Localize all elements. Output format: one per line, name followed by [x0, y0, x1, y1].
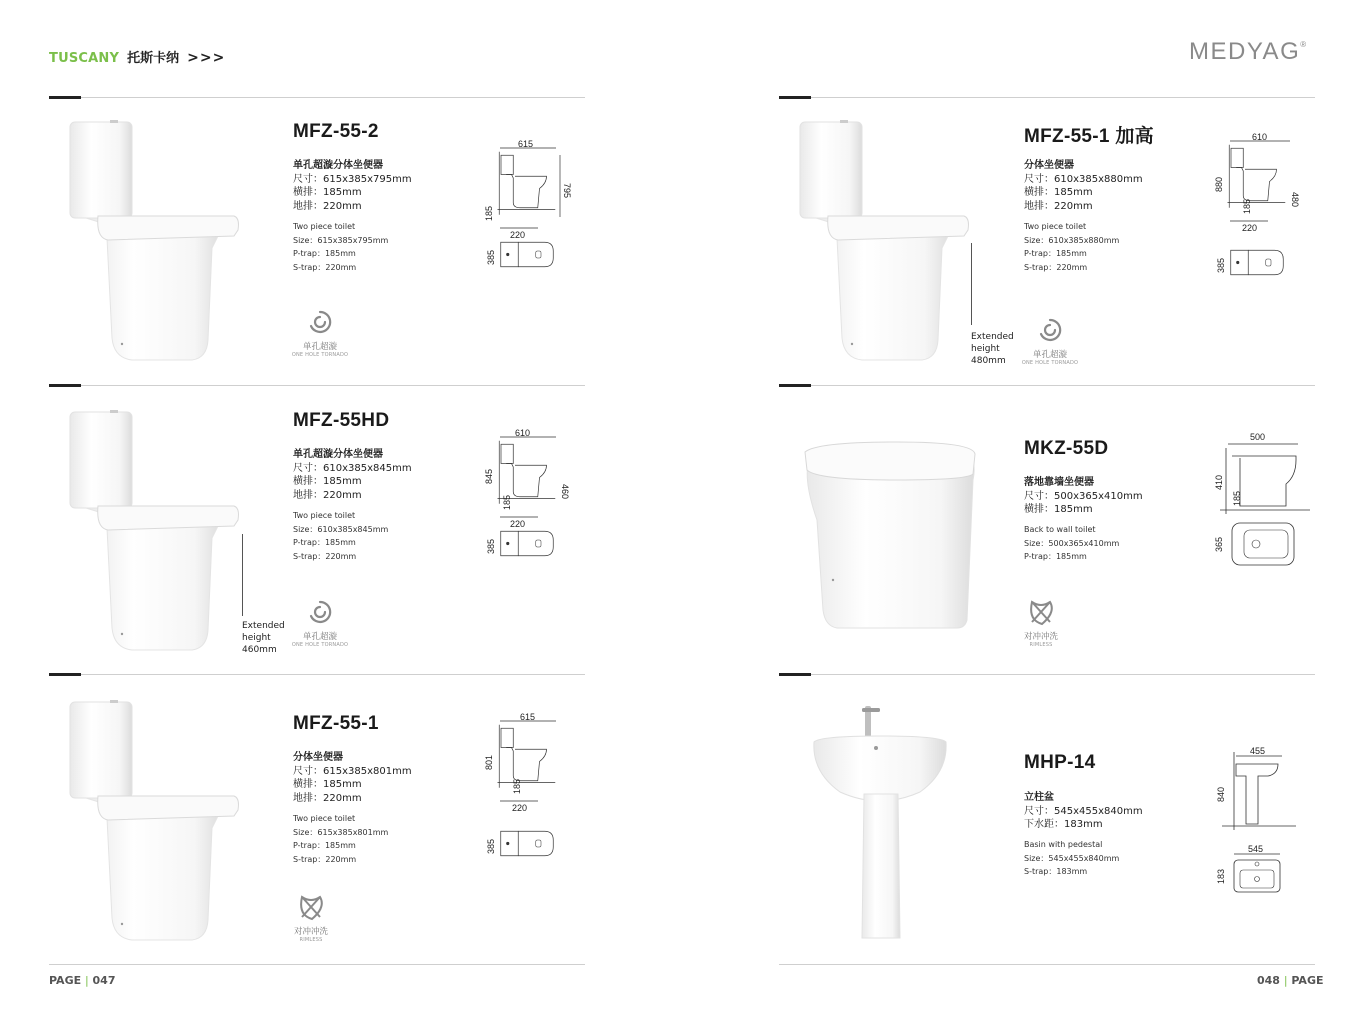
spec-en-ptrap: P-trap：185mm: [293, 249, 356, 258]
spec-cn-size: 尺寸：500x365x410mm: [1024, 490, 1143, 502]
product-photo-toilet: [62, 118, 242, 363]
svg-text:385: 385: [1216, 257, 1226, 273]
svg-text:365: 365: [1214, 536, 1224, 552]
series-name: TUSCANY: [49, 51, 120, 66]
spec-cn-type: 单孔超漩分体坐便器: [293, 449, 383, 460]
product-photo-toilet: [62, 698, 242, 943]
spec-en-strap: S-trap：220mm: [293, 551, 357, 561]
extended-label-value: 480mm: [971, 356, 1006, 366]
spec-cn-type: 落地靠墙坐便器: [1024, 477, 1094, 488]
extended-label-line: height: [242, 633, 271, 643]
svg-text:460: 460: [560, 484, 570, 500]
product-photo-toilet: [792, 440, 982, 630]
spec-en-size: Size：545x455x840mm: [1024, 853, 1120, 863]
spec-cn: [1024, 159, 1143, 213]
feature-badge-rimless: [285, 893, 337, 943]
spec-en-strap: S-trap：220mm: [293, 262, 357, 272]
badge-label-cn: 单孔超漩: [302, 632, 337, 642]
spec-en-ptrap: P-trap：185mm: [1024, 249, 1087, 258]
tornado-icon: [1036, 316, 1064, 344]
brand-logo-text: MEDYAG: [1189, 38, 1301, 65]
page-num: 047: [92, 974, 116, 987]
spec-en: [1024, 523, 1119, 564]
spec-cn-ptrap: 横排：185mm: [293, 476, 362, 487]
spec-en-ptrap: P-trap：185mm: [1024, 552, 1087, 561]
spec-cn-size: 尺寸：615x385x801mm: [293, 765, 412, 777]
spec-cn-type: 分体坐便器: [293, 752, 343, 763]
spec-en-type: Basin with pedestal: [1024, 840, 1103, 849]
divider: [779, 964, 1315, 965]
tornado-icon: [306, 308, 334, 336]
spec-cn: [293, 448, 412, 502]
svg-text:500: 500: [1250, 432, 1266, 442]
spec-cn-size: 尺寸：615x385x795mm: [293, 173, 412, 185]
divider: [49, 964, 585, 965]
technical-drawing: [480, 137, 580, 282]
badge-label-en: ONE HOLE TORNADO: [291, 642, 349, 648]
spec-cn-size: 尺寸：610x385x880mm: [1024, 173, 1143, 185]
extended-label-line: Extended: [971, 332, 1014, 342]
svg-text:220: 220: [1242, 223, 1258, 233]
badge-label-cn: 对冲冲洗: [293, 927, 328, 937]
product-model: MFZ-55-1 加高: [1024, 126, 1154, 147]
svg-text:880: 880: [1214, 176, 1224, 192]
svg-text:220: 220: [512, 803, 528, 813]
page-num: 048: [1257, 974, 1280, 987]
badge-label-cn: 单孔超漩: [1032, 350, 1067, 360]
spec-en-size: Size：610x385x845mm: [293, 524, 389, 534]
product-photo-basin: [810, 702, 950, 942]
technical-drawing: [1210, 428, 1320, 578]
page-separator: |: [1283, 974, 1288, 987]
spec-en: [293, 220, 388, 274]
spec-en-type: Two piece toilet: [1024, 222, 1087, 231]
series-name-cn: 托斯卡纳: [127, 51, 180, 66]
product-model: MFZ-55HD: [293, 410, 390, 431]
badge-label-en: RIMLESS: [1029, 642, 1053, 648]
extended-height-line: [971, 243, 972, 325]
svg-text:385: 385: [486, 538, 496, 554]
spec-cn-type: 单孔超漩分体坐便器: [293, 160, 383, 171]
spec-cn-drain: 下水距：183mm: [1024, 819, 1103, 830]
spec-cn-strap: 地排：220mm: [293, 792, 362, 804]
technical-drawing: [1212, 742, 1312, 897]
badge-label-en: RIMLESS: [299, 937, 323, 943]
svg-text:801: 801: [484, 754, 494, 770]
svg-text:610: 610: [1252, 132, 1268, 142]
spec-en-size: Size：500x365x410mm: [1024, 538, 1120, 548]
spec-en-ptrap: P-trap：185mm: [293, 538, 356, 547]
product-model: MHP-14: [1024, 752, 1096, 773]
extended-height-label: [242, 620, 285, 656]
divider: [49, 97, 585, 98]
svg-text:410: 410: [1214, 474, 1224, 490]
spec-en: [293, 509, 388, 563]
spec-cn: [293, 159, 412, 213]
spec-en-strap: S-trap：220mm: [293, 854, 357, 864]
spec-en-ptrap: P-trap：185mm: [293, 841, 356, 850]
series-arrows: >>>: [187, 50, 226, 66]
technical-drawing: [480, 710, 580, 870]
divider: [779, 385, 1315, 386]
extended-label-line: Extended: [242, 621, 285, 631]
feature-badge-rimless: [1015, 598, 1067, 648]
svg-text:455: 455: [1250, 746, 1266, 756]
spec-cn: [1024, 476, 1143, 517]
registered-mark: ®: [1300, 40, 1308, 49]
technical-drawing: [480, 426, 580, 571]
product-photo-toilet: [62, 408, 242, 653]
svg-text:615: 615: [518, 139, 534, 149]
rimless-icon: [296, 893, 326, 921]
spec-cn-ptrap: 横排：185mm: [293, 187, 362, 198]
product-model: MFZ-55-1: [293, 713, 379, 734]
svg-text:183: 183: [1216, 868, 1226, 884]
page-label: PAGE: [49, 974, 82, 987]
svg-text:385: 385: [486, 249, 496, 265]
spec-en: [1024, 838, 1119, 879]
spec-en-strap: S-trap：220mm: [1024, 262, 1088, 272]
spec-cn: [293, 751, 412, 805]
spec-en-strap: S-trap：183mm: [1024, 867, 1088, 876]
badge-label-cn: 单孔超漩: [302, 342, 337, 352]
feature-badge-tornado: [1020, 316, 1080, 366]
spec-en-type: Back to wall toilet: [1024, 525, 1096, 534]
feature-badge-tornado: [290, 598, 350, 648]
spec-cn-type: 立柱盆: [1024, 792, 1054, 803]
tornado-icon: [306, 598, 334, 626]
svg-text:795: 795: [562, 183, 572, 199]
divider: [779, 674, 1315, 675]
extended-label-line: height: [971, 344, 1000, 354]
page-separator: |: [84, 974, 89, 987]
spec-en: [293, 812, 388, 866]
svg-text:185: 185: [1242, 198, 1252, 214]
svg-text:615: 615: [520, 712, 536, 722]
brand-logo: [1189, 38, 1308, 66]
spec-en-size: Size：615x385x801mm: [293, 827, 389, 837]
divider: [49, 674, 585, 675]
spec-cn-strap: 地排：220mm: [1024, 200, 1093, 212]
rimless-icon: [1026, 598, 1056, 626]
svg-text:610: 610: [515, 428, 531, 438]
spec-cn-ptrap: 横排：185mm: [1024, 504, 1093, 515]
svg-text:220: 220: [510, 519, 526, 529]
svg-text:185: 185: [502, 494, 512, 510]
page-number-right: [1257, 974, 1323, 987]
product-model: MKZ-55D: [1024, 438, 1109, 459]
svg-text:845: 845: [484, 468, 494, 484]
spec-en-type: Two piece toilet: [293, 814, 356, 823]
spec-en-size: Size：615x385x795mm: [293, 235, 389, 245]
badge-label-cn: 对冲冲洗: [1023, 632, 1058, 642]
technical-drawing: [1210, 130, 1310, 285]
svg-text:480: 480: [1290, 192, 1300, 208]
spec-en-size: Size：610x385x880mm: [1024, 235, 1120, 245]
svg-text:545: 545: [1248, 844, 1264, 854]
svg-text:185: 185: [1232, 490, 1242, 506]
spec-cn-size: 尺寸：610x385x845mm: [293, 462, 412, 474]
extended-height-line: [242, 534, 243, 616]
spec-cn-size: 尺寸：545x455x840mm: [1024, 805, 1143, 817]
product-model: MFZ-55-2: [293, 121, 379, 142]
product-photo-toilet: [792, 118, 972, 363]
spec-en-type: Two piece toilet: [293, 511, 356, 520]
spec-cn-ptrap: 横排：185mm: [293, 779, 362, 790]
divider: [49, 385, 585, 386]
badge-label-en: ONE HOLE TORNADO: [291, 352, 349, 358]
extended-label-value: 460mm: [242, 645, 277, 655]
extended-height-label: [971, 331, 1014, 367]
page-number-left: [49, 974, 115, 987]
svg-text:385: 385: [486, 838, 496, 854]
spec-en: [1024, 220, 1119, 274]
svg-text:840: 840: [1216, 786, 1226, 802]
svg-text:185: 185: [512, 778, 522, 794]
feature-badge-tornado: [290, 308, 350, 358]
svg-text:185: 185: [484, 205, 494, 221]
svg-text:220: 220: [510, 230, 526, 240]
spec-cn-ptrap: 横排：185mm: [1024, 187, 1093, 198]
spec-cn-strap: 地排：220mm: [293, 489, 362, 501]
badge-label-en: ONE HOLE TORNADO: [1021, 360, 1079, 366]
spec-cn-strap: 地排：220mm: [293, 200, 362, 212]
spec-cn: [1024, 791, 1143, 832]
spec-en-type: Two piece toilet: [293, 222, 356, 231]
page-label: PAGE: [1291, 974, 1324, 987]
spec-cn-type: 分体坐便器: [1024, 160, 1074, 171]
series-header: [49, 47, 225, 66]
divider: [779, 97, 1315, 98]
